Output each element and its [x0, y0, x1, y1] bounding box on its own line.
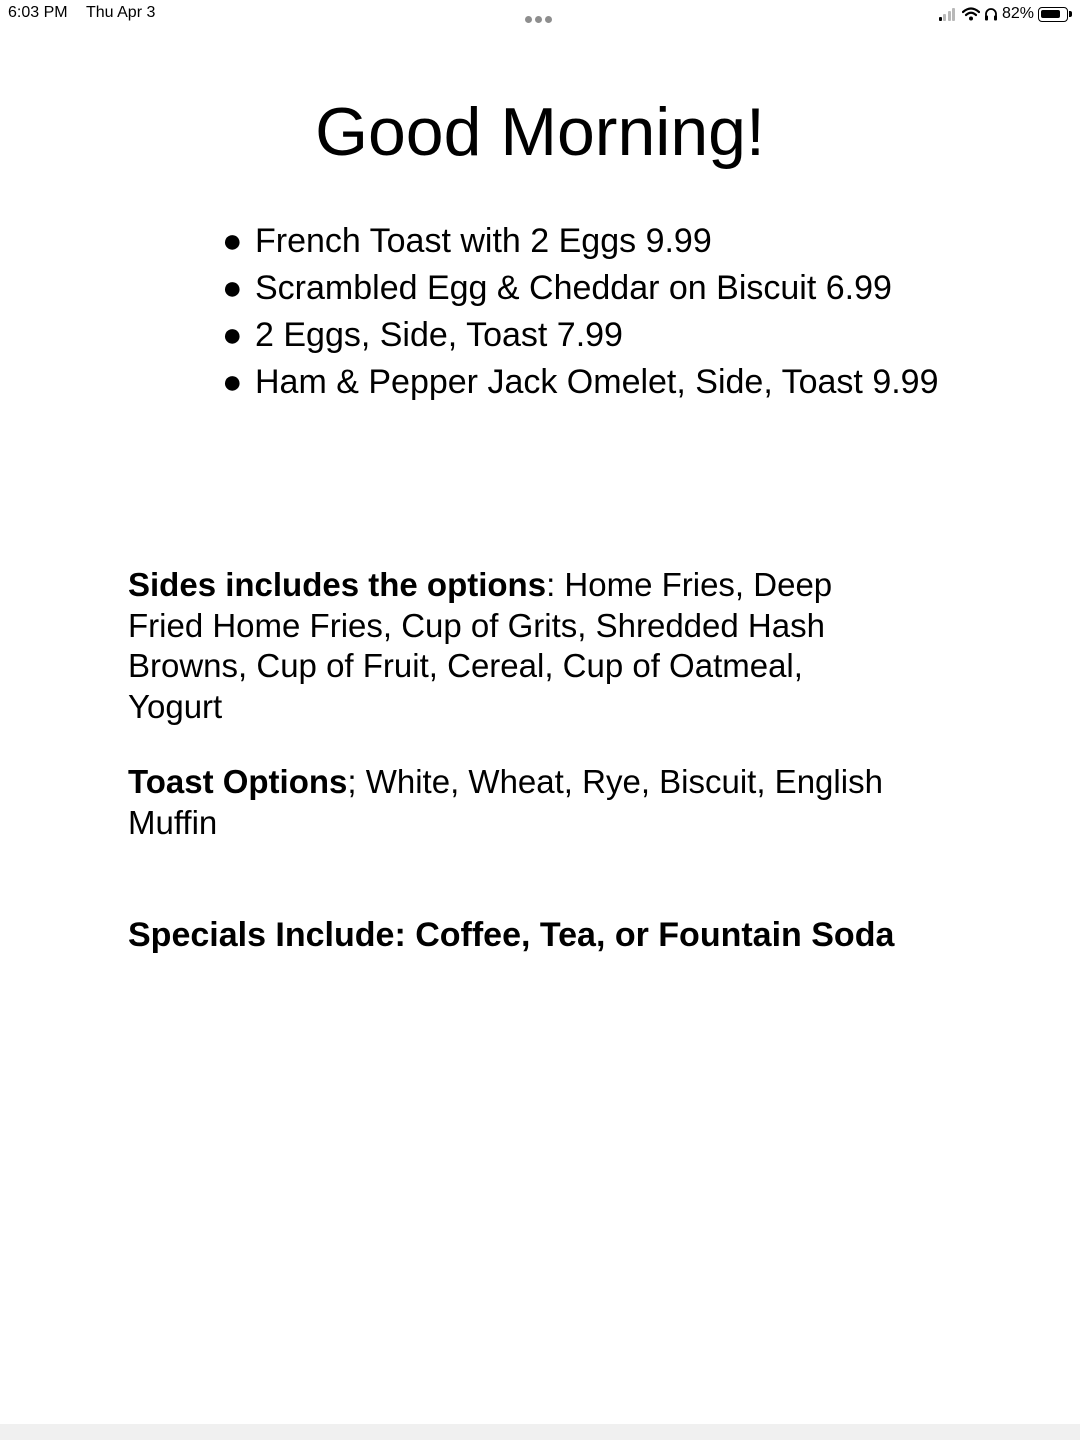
specials-line: Specials Include: Coffee, Tea, or Fountain Soda: [128, 916, 895, 954]
menu-item-text: 2 Eggs, Side, Toast 7.99: [255, 316, 623, 354]
status-indicators: [939, 3, 1072, 25]
multitasking-dots-icon[interactable]: [525, 10, 555, 18]
battery-percent: 82%: [1001, 5, 1034, 22]
battery-fill: [1041, 10, 1060, 18]
battery-nub: [1069, 11, 1072, 17]
menu-list: [222, 218, 942, 406]
toast-paragraph: [128, 762, 888, 843]
wifi-icon: [962, 7, 980, 21]
signal-icon: [939, 7, 957, 21]
menu-item: [222, 312, 942, 359]
sides-paragraph: [128, 565, 888, 727]
menu-item-text: French Toast with 2 Eggs 9.99: [255, 222, 712, 260]
status-date: Thu Apr 3: [86, 4, 156, 21]
menu-item: [222, 265, 942, 312]
headphones-icon: [984, 7, 998, 21]
battery-icon: [1038, 7, 1068, 22]
menu-item-text: Ham & Pepper Jack Omelet, Side, Toast 9.99: [255, 363, 939, 401]
bottom-bar: [0, 1424, 1080, 1440]
menu-item-text: Scrambled Egg & Cheddar on Biscuit 6.99: [255, 269, 892, 307]
toast-label: Toast Options: [128, 763, 348, 800]
bullet-icon: ●: [222, 363, 243, 401]
status-bar: [0, 0, 1080, 28]
page-title: Good Morning!: [315, 94, 765, 170]
bullet-icon: ●: [222, 316, 243, 354]
sides-text: : Home Fries, Deep Fried Home Fries, Cup of Grits, Shredded Hash Browns, Cup of Fruit, Cereal, Cup of Oatmeal, Yogurt: [128, 566, 833, 725]
bullet-icon: ●: [222, 269, 243, 307]
toast-text: ; White, Wheat, Rye, Biscuit, English Muffin: [128, 763, 883, 841]
menu-item: [222, 218, 942, 265]
status-time: 6:03 PM: [8, 4, 68, 21]
menu-item: [222, 359, 942, 406]
bullet-icon: ●: [222, 222, 243, 260]
sides-label: Sides includes the options: [128, 566, 547, 603]
